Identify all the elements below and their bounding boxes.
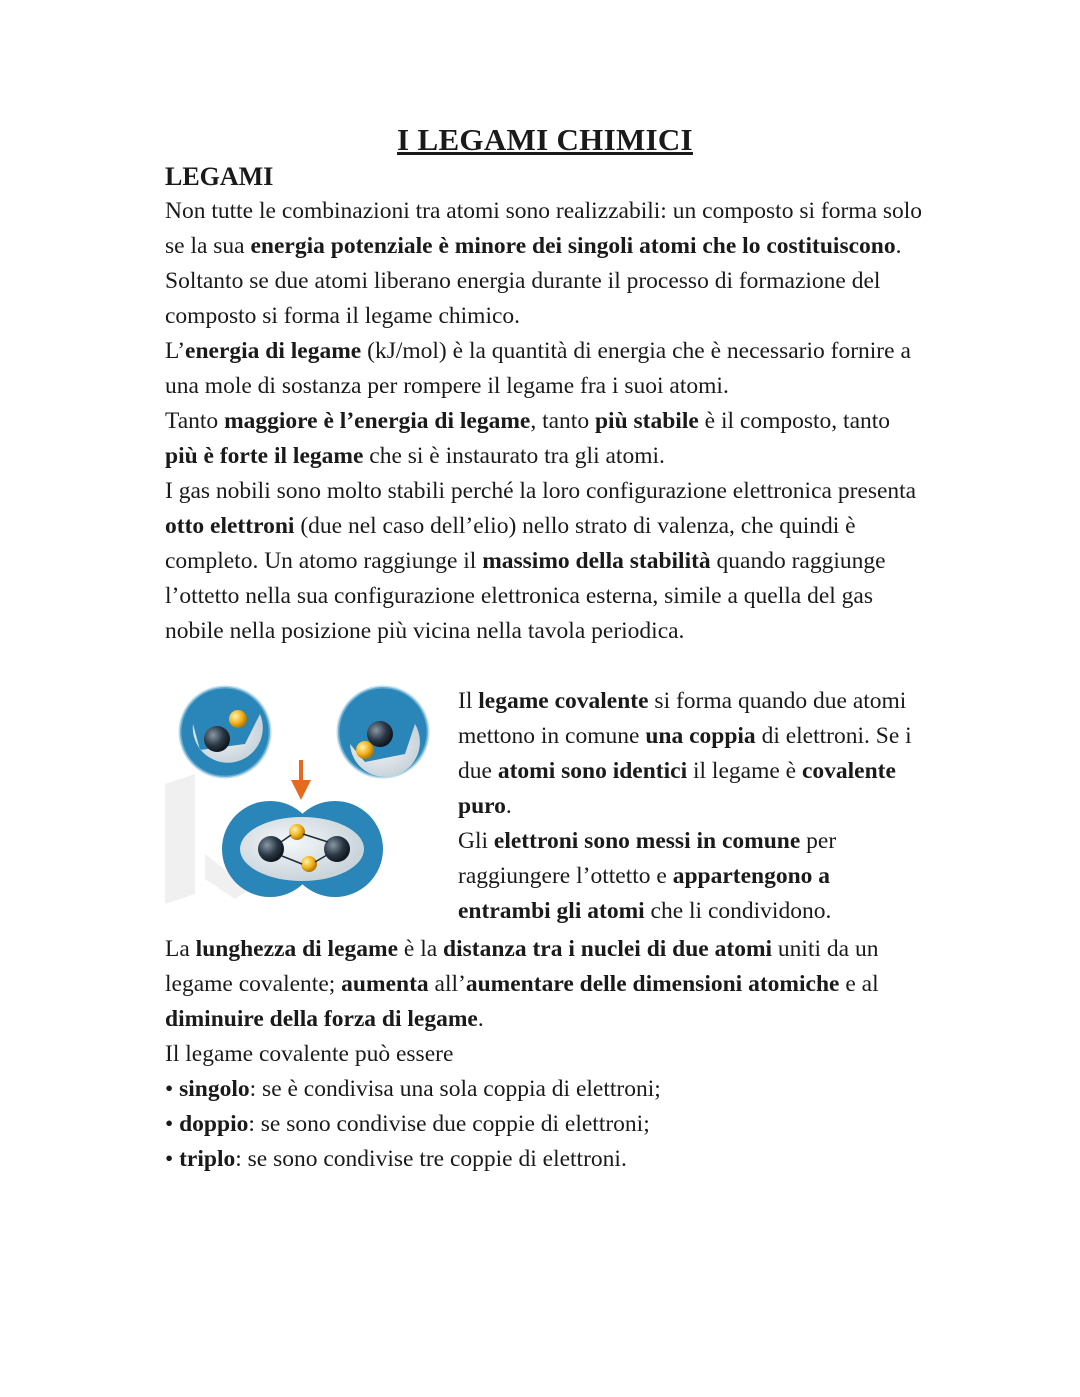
bold-text: atomi sono identici <box>497 758 688 784</box>
bold-text: aumenta <box>341 971 429 997</box>
bold-text: elettroni sono messi in comune <box>493 828 801 854</box>
paragraph-bond-types-intro: Il legame covalente può essere <box>165 1041 454 1067</box>
text-run: : se è condivisa una sola coppia di elettroni; <box>249 1076 661 1102</box>
text-run: • <box>165 1076 180 1102</box>
bold-text: covalente puro <box>458 758 896 819</box>
bold-text: distanza tra i nuclei di due atomi <box>443 936 773 962</box>
paragraph-bond-length <box>165 932 925 1037</box>
bold-text: singolo <box>179 1076 250 1102</box>
text-run: , tanto <box>530 408 595 434</box>
bold-text: triplo <box>179 1146 236 1172</box>
text-run: Tanto <box>165 408 225 434</box>
paragraph-formation <box>165 194 925 334</box>
bold-text: doppio <box>179 1111 249 1137</box>
section-heading: LEGAMI <box>165 162 274 191</box>
text-run: si forma quando due atomi mettono in comune <box>458 688 907 749</box>
bold-text: una coppia <box>645 723 756 749</box>
covalent-bond-diagram-icon <box>165 684 435 914</box>
bold-text: otto elettroni <box>165 513 295 539</box>
bold-text: più stabile <box>594 408 699 434</box>
atom-right <box>338 687 428 777</box>
bold-text: maggiore è l’energia di legame <box>224 408 531 434</box>
covalent-text <box>458 684 928 929</box>
text-run: : se sono condivise due coppie di elettroni; <box>248 1111 650 1137</box>
bold-text: diminuire della forza di legame <box>165 1006 478 1032</box>
bond-types-list <box>165 1072 925 1177</box>
text-run: il legame è <box>687 758 802 784</box>
text-run: Il <box>458 688 479 714</box>
paragraph-covalent-bond <box>458 684 928 824</box>
text-run: è la <box>398 936 444 962</box>
molecule-bonded <box>222 801 383 897</box>
text-run: (kJ/mol) è la quantità di energia che è necessario fornire a una mole di sostanza per rompere il legame fra i suoi atomi. <box>165 338 911 399</box>
reaction-arrow-icon <box>291 760 311 800</box>
text-run: quando raggiunge l’ottetto nella sua configurazione elettronica esterna, simile a quella del gas nobile nella posizione più vicina nella tavola periodica. <box>165 548 886 644</box>
text-run: (due nel caso dell’elio) nello strato di valenza, che quindi è completo. Un atomo raggiunge il <box>165 513 856 574</box>
text-run: e al <box>839 971 879 997</box>
text-run: • <box>165 1146 180 1172</box>
atom-left <box>180 687 270 777</box>
text-run: che li condividono. <box>644 898 832 924</box>
list-item <box>165 1072 925 1107</box>
document-page <box>165 120 925 1177</box>
text-run: I gas nobili sono molto stabili perché la loro configurazione elettronica presenta <box>165 478 917 504</box>
text-run: : se sono condivise tre coppie di elettroni. <box>235 1146 627 1172</box>
paragraph-noble-gases <box>165 474 925 649</box>
text-run: uniti da un legame covalente; <box>165 936 879 997</box>
paragraph-shared-electrons <box>458 824 928 929</box>
bold-text: massimo della stabilità <box>482 548 711 574</box>
covalent-section <box>165 684 925 932</box>
paragraph-stability <box>165 404 925 474</box>
bold-text: energia di legame <box>185 338 362 364</box>
text-run: che si è instaurato tra gli atomi. <box>363 443 665 469</box>
text-run: . <box>477 1006 484 1032</box>
bold-text: più è forte il legame <box>165 443 364 469</box>
text-run: Gli <box>458 828 494 854</box>
list-item <box>165 1142 925 1177</box>
bold-text: appartengono a entrambi gli atomi <box>458 863 831 924</box>
bold-text: aumentare delle dimensioni atomiche <box>465 971 840 997</box>
bold-text: lunghezza di legame <box>195 936 399 962</box>
text-run: di elettroni. Se i due <box>458 723 912 784</box>
text-run: per raggiungere l’ottetto e <box>458 828 837 889</box>
bold-text: legame covalente <box>478 688 649 714</box>
text-run: Non tutte le combinazioni tra atomi sono realizzabili: un composto si forma solo se la sua <box>165 198 923 259</box>
text-run: • <box>165 1111 180 1137</box>
bold-text: energia potenziale è minore dei singoli atomi che lo costituiscono <box>250 233 896 259</box>
page-title: I LEGAMI CHIMICI <box>397 122 693 157</box>
paragraph-bond-energy <box>165 334 925 404</box>
text-run: La <box>165 936 196 962</box>
list-item <box>165 1107 925 1142</box>
text-run: . <box>505 793 512 819</box>
text-run: all’ <box>428 971 466 997</box>
text-run: è il composto, tanto <box>698 408 891 434</box>
text-run: L’ <box>165 338 186 364</box>
text-run: . Soltanto se due atomi liberano energia durante il processo di formazione del composto si forma il legame chimico. <box>165 233 902 329</box>
